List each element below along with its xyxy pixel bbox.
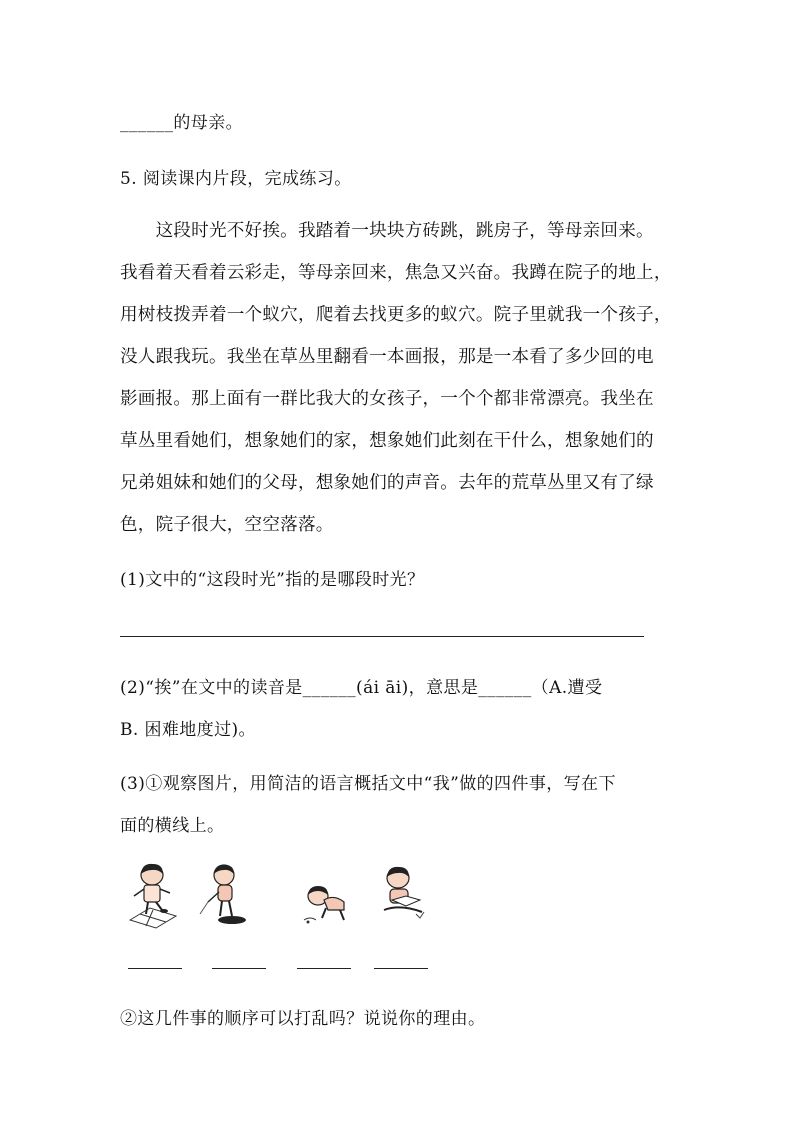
child-hopscotch-icon [128,862,180,932]
passage-line: 没人跟我玩。我坐在草丛里翻看一本画报，那是一本看了多少回的电 [120,347,654,367]
passage-line: 这段时光不好挨。我踏着一块块方砖跳，跳房子，等母亲回来。 [120,221,654,241]
passage-line: 兄弟姐妹和她们的父母，想象她们的声音。去年的荒草丛里又有了绿 [120,473,654,493]
top-line: ______的母亲。 [120,113,243,133]
child-crawling-icon [300,862,352,932]
child-reading-icon [376,862,428,932]
child-stick-anthill-icon [200,862,252,932]
question-3-part-2: ②这几件事的顺序可以打乱吗？说说你的理由。 [120,1009,486,1029]
passage-line: 用树枝拨弄着一个蚁穴，爬着去找更多的蚁穴。院子里就我一个孩子， [120,305,672,325]
answer-line-event-4[interactable] [374,968,428,969]
question-2-line2: B. 困难地度过)。 [120,720,256,740]
question-5-title: 5. 阅读课内片段，完成练习。 [120,169,352,189]
answer-line-event-3[interactable] [297,968,351,969]
question-3-line2: 面的横线上。 [120,816,225,836]
passage-line: 色，院子很大，空空落落。 [120,515,334,535]
question-2-line1: (2)“挨”在文中的读音是______(ái āi)，意思是______（A.遭受 [120,678,603,698]
question-1: (1)文中的“这段时光”指的是哪段时光？ [120,570,425,590]
answer-line-q1[interactable] [120,636,644,637]
question-3-line1: (3)①观察图片，用简洁的语言概括文中“我”做的四件事，写在下 [120,774,616,794]
answer-line-event-2[interactable] [212,968,266,969]
passage-line: 影画报。那上面有一群比我大的女孩子，一个个都非常漂亮。我坐在 [120,389,654,409]
answer-line-event-1[interactable] [128,968,182,969]
passage-line: 我看着天看着云彩走，等母亲回来，焦急又兴奋。我蹲在院子的地上， [120,263,672,283]
passage-line: 草丛里看她们，想象她们的家，想象她们此刻在干什么，想象她们的 [120,431,654,451]
